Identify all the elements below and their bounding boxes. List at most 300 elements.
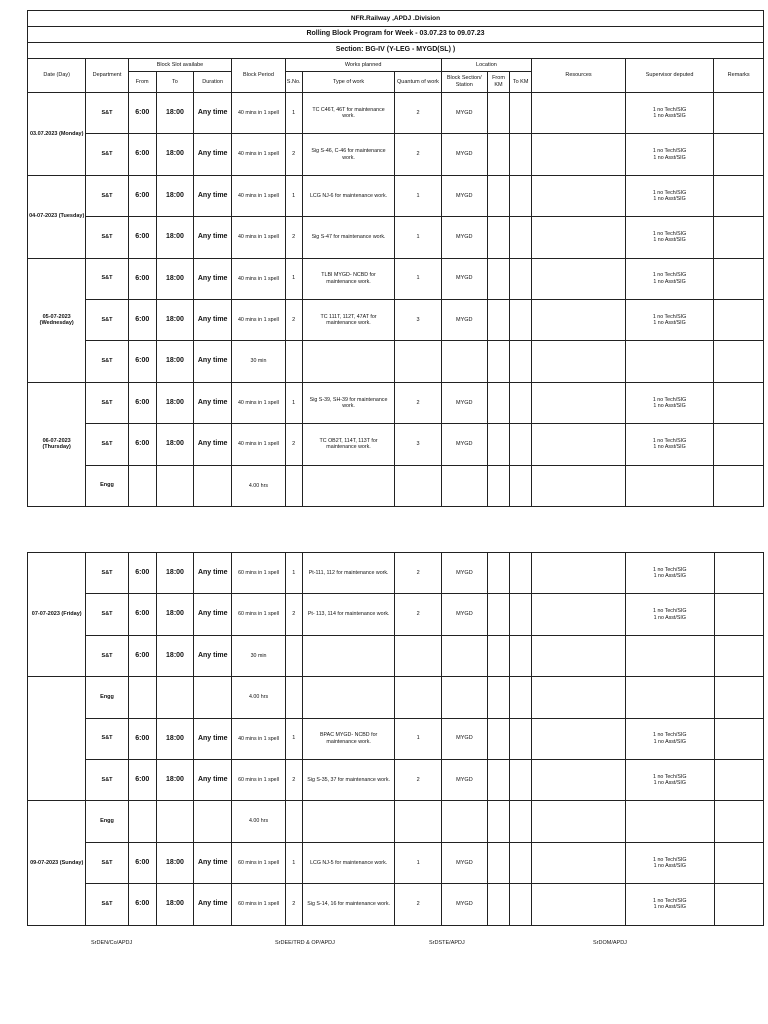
supervisor-line: 1 no Asst/SIG <box>653 237 686 244</box>
to-km-cell <box>510 175 532 216</box>
department-cell: S&T <box>86 553 128 594</box>
block-period-cell: 30 min <box>232 341 285 382</box>
department-cell: S&T <box>86 424 128 465</box>
duration-cell: Any time <box>194 718 232 759</box>
remarks-cell <box>714 594 763 635</box>
date-cell: 05-07-2023 (Wednesday) <box>28 258 86 382</box>
table-row <box>28 134 764 175</box>
col-supervisor: Supervisor deputed <box>625 59 714 93</box>
from-km-cell <box>487 341 509 382</box>
col-sno: S.No. <box>285 72 302 93</box>
supervisor-line: 1 no Asst/SIG <box>653 614 686 621</box>
department-cell: S&T <box>86 341 128 382</box>
remarks-cell <box>714 93 764 134</box>
from-time-cell: 6:00 <box>128 299 156 340</box>
from-time-cell: 6:00 <box>128 258 156 299</box>
supervisor-line: 1 no Asst/SIG <box>653 904 686 911</box>
supervisor-line: 1 no Asst/SIG <box>653 154 686 161</box>
department-cell: Engg <box>86 465 128 506</box>
duration-cell: Any time <box>194 93 232 134</box>
to-time-cell: 18:00 <box>156 553 193 594</box>
supervisor-line: 1 no Asst/SIG <box>653 862 686 869</box>
from-km-cell <box>488 884 510 925</box>
table-row <box>28 424 764 465</box>
col-to-km: To KM <box>510 72 532 93</box>
remarks-cell <box>714 635 763 676</box>
from-time-cell: 6:00 <box>128 93 156 134</box>
from-km-cell <box>487 465 509 506</box>
block-section-cell: MYGD <box>441 93 487 134</box>
supervisor-line: 1 no Asst/SIG <box>653 444 686 451</box>
quantum-cell <box>395 635 441 676</box>
table-row <box>28 801 764 842</box>
from-time-cell: 6:00 <box>128 341 156 382</box>
duration-cell: Any time <box>194 341 232 382</box>
supervisor-line: 1 no Asst/SIG <box>653 113 686 120</box>
quantum-cell: 2 <box>395 594 441 635</box>
to-time-cell <box>156 677 193 718</box>
to-km-cell <box>510 594 532 635</box>
date-cell <box>28 677 86 801</box>
from-time-cell: 6:00 <box>128 594 156 635</box>
serial-number-cell: 2 <box>285 759 302 800</box>
signatory-sdee: SrDEE/TRD & OP/APDJ <box>275 940 335 946</box>
supervisor-cell <box>625 801 714 842</box>
remarks-cell <box>714 424 764 465</box>
supervisor-cell <box>625 465 714 506</box>
supervisor-cell <box>625 594 714 635</box>
to-time-cell: 18:00 <box>156 424 193 465</box>
to-km-cell <box>510 884 532 925</box>
block-period-cell: 30 min <box>232 635 285 676</box>
type-of-work-cell: BPAC MYGD- NCBD for maintenance work. <box>302 718 395 759</box>
from-km-cell <box>487 93 509 134</box>
duration-cell: Any time <box>194 299 232 340</box>
department-cell: S&T <box>86 759 128 800</box>
to-time-cell: 18:00 <box>156 594 193 635</box>
table-row <box>28 217 764 258</box>
type-of-work-cell: Sig S-47 for maintenance work. <box>302 217 395 258</box>
serial-number-cell: 1 <box>285 382 302 423</box>
supervisor-cell <box>625 217 714 258</box>
serial-number-cell: 1 <box>285 258 302 299</box>
block-period-cell: 40 mins in 1 spell <box>232 299 285 340</box>
resources-cell <box>532 217 626 258</box>
table-row <box>28 299 764 340</box>
supervisor-line: 1 no Tech/SIG <box>653 773 687 780</box>
table-row <box>28 93 764 134</box>
serial-number-cell: 2 <box>285 424 302 465</box>
department-cell: S&T <box>86 93 128 134</box>
supervisor-cell <box>625 759 714 800</box>
resources-cell <box>532 842 626 883</box>
block-section-cell <box>441 635 487 676</box>
from-km-cell <box>487 299 509 340</box>
duration-cell: Any time <box>194 884 232 925</box>
serial-number-cell <box>285 635 302 676</box>
resources-cell <box>532 465 626 506</box>
block-section-cell: MYGD <box>441 134 487 175</box>
block-section-cell: MYGD <box>441 718 487 759</box>
department-cell: Engg <box>86 801 128 842</box>
supervisor-cell <box>625 635 714 676</box>
supervisor-line: 1 no Asst/SIG <box>653 195 686 202</box>
resources-cell <box>532 299 626 340</box>
department-cell: S&T <box>86 175 128 216</box>
signatory-sden: SrDEN/Co/APDJ <box>91 940 133 946</box>
quantum-cell: 1 <box>395 258 441 299</box>
serial-number-cell: 1 <box>285 718 302 759</box>
quantum-cell: 2 <box>395 553 441 594</box>
department-cell: S&T <box>86 258 128 299</box>
block-section-cell: MYGD <box>441 594 487 635</box>
to-km-cell <box>510 93 532 134</box>
remarks-cell <box>714 465 764 506</box>
block-section-cell: MYGD <box>441 382 487 423</box>
col-block-slot: Block Slot availabe <box>128 59 232 72</box>
from-km-cell <box>488 677 510 718</box>
remarks-cell <box>714 217 764 258</box>
from-time-cell: 6:00 <box>128 884 156 925</box>
type-of-work-cell: TC 111T, 112T, 47AT for maintenance work. <box>302 299 395 340</box>
supervisor-line: 1 no Asst/SIG <box>653 402 686 409</box>
date-cell: 09-07-2023 (Sunday) <box>28 801 86 925</box>
resources-cell <box>532 677 626 718</box>
resources-cell <box>532 341 626 382</box>
type-of-work-cell: Sig S-39, SH-39 for maintenance work. <box>302 382 395 423</box>
from-time-cell <box>128 465 156 506</box>
quantum-cell <box>395 465 441 506</box>
type-of-work-cell: TC OB2T, 114T, 113T for maintenance work. <box>302 424 395 465</box>
block-period-cell: 60 mins in 1 spell <box>232 553 285 594</box>
from-km-cell <box>487 134 509 175</box>
table-row <box>28 718 764 759</box>
remarks-cell <box>714 842 763 883</box>
department-cell: S&T <box>86 134 128 175</box>
supervisor-cell <box>625 677 714 718</box>
serial-number-cell <box>285 677 302 718</box>
table-row <box>28 553 764 594</box>
block-program-table <box>27 10 764 507</box>
department-cell: S&T <box>86 299 128 340</box>
table-row <box>28 465 764 506</box>
quantum-cell: 3 <box>395 424 441 465</box>
program-title: Rolling Block Program for Week - 03.07.23 to 09.07.23 <box>28 27 764 43</box>
from-time-cell <box>128 677 156 718</box>
from-time-cell: 6:00 <box>128 217 156 258</box>
type-of-work-cell: Sig S-14, 16 for maintenance work. <box>302 884 395 925</box>
quantum-cell: 2 <box>395 134 441 175</box>
to-time-cell: 18:00 <box>156 134 193 175</box>
to-km-cell <box>510 801 532 842</box>
department-cell: S&T <box>86 635 128 676</box>
block-section-cell <box>441 465 487 506</box>
serial-number-cell: 2 <box>285 217 302 258</box>
to-km-cell <box>510 217 532 258</box>
type-of-work-cell: LCG NJ-6 for maintenance work. <box>302 175 395 216</box>
quantum-cell: 1 <box>395 842 441 883</box>
col-from: From <box>128 72 156 93</box>
supervisor-line: 1 no Tech/SIG <box>652 396 687 403</box>
remarks-cell <box>714 134 764 175</box>
from-km-cell <box>488 759 510 800</box>
from-km-cell <box>488 635 510 676</box>
supervisor-line: 1 no Tech/SIG <box>652 106 687 113</box>
org-title: NFR.Railway ,APDJ .Division <box>28 11 764 27</box>
to-time-cell: 18:00 <box>156 341 193 382</box>
quantum-cell <box>395 677 441 718</box>
to-time-cell: 18:00 <box>156 93 193 134</box>
from-time-cell: 6:00 <box>128 175 156 216</box>
resources-cell <box>532 93 626 134</box>
resources-cell <box>532 175 626 216</box>
department-cell: S&T <box>86 382 128 423</box>
resources-cell <box>532 594 626 635</box>
supervisor-cell <box>625 175 714 216</box>
remarks-cell <box>714 759 763 800</box>
table-row <box>28 175 764 216</box>
block-period-cell: 40 mins in 1 spell <box>232 424 285 465</box>
block-period-cell: 40 mins in 1 spell <box>232 217 285 258</box>
serial-number-cell: 2 <box>285 594 302 635</box>
department-cell: S&T <box>86 842 128 883</box>
date-cell: 03.07.2023 (Monday) <box>28 93 86 176</box>
to-km-cell <box>510 299 532 340</box>
type-of-work-cell <box>302 465 395 506</box>
resources-cell <box>532 382 626 423</box>
to-time-cell: 18:00 <box>156 175 193 216</box>
serial-number-cell: 2 <box>285 299 302 340</box>
quantum-cell: 1 <box>395 718 441 759</box>
type-of-work-cell: Sig S-35, 37 for maintenance work. <box>302 759 395 800</box>
serial-number-cell: 1 <box>285 553 302 594</box>
block-section-cell: MYGD <box>441 759 487 800</box>
block-section-cell: MYGD <box>441 884 487 925</box>
supervisor-line: 1 no Asst/SIG <box>653 573 686 580</box>
date-cell: 06-07-2023 (Thursday) <box>28 382 86 506</box>
remarks-cell <box>714 677 763 718</box>
supervisor-line: 1 no Tech/SIG <box>653 566 687 573</box>
supervisor-line: 1 no Tech/SIG <box>652 437 687 444</box>
from-km-cell <box>488 842 510 883</box>
department-cell: S&T <box>86 884 128 925</box>
duration-cell: Any time <box>194 424 232 465</box>
signatory-sdom: SrDOM/APDJ <box>593 940 627 946</box>
supervisor-line: 1 no Tech/SIG <box>653 732 687 739</box>
col-block-section: Block Section/ Station <box>441 72 487 93</box>
from-time-cell: 6:00 <box>128 134 156 175</box>
block-period-cell: 60 mins in 1 spell <box>232 884 285 925</box>
block-period-cell: 40 mins in 1 spell <box>232 258 285 299</box>
from-time-cell: 6:00 <box>128 718 156 759</box>
section-title: Section: BG-IV (Y-LEG - MYGD(SL) ) <box>28 43 764 59</box>
col-works-planned: Works planned <box>285 59 441 72</box>
resources-cell <box>532 424 626 465</box>
serial-number-cell: 1 <box>285 842 302 883</box>
block-section-cell: MYGD <box>441 842 487 883</box>
supervisor-line: 1 no Asst/SIG <box>653 320 686 327</box>
supervisor-line: 1 no Tech/SIG <box>653 856 687 863</box>
from-time-cell <box>128 801 156 842</box>
type-of-work-cell <box>302 677 395 718</box>
type-of-work-cell: LCG NJ-5 for maintenance work. <box>302 842 395 883</box>
supervisor-line: 1 no Tech/SIG <box>652 148 687 155</box>
remarks-cell <box>714 258 764 299</box>
duration-cell <box>194 677 232 718</box>
supervisor-line: 1 no Tech/SIG <box>652 189 687 196</box>
block-period-cell: 4.00 hrs <box>232 677 285 718</box>
to-km-cell <box>510 424 532 465</box>
from-km-cell <box>488 718 510 759</box>
block-section-cell <box>441 341 487 382</box>
block-period-cell: 4.00 hrs <box>232 801 285 842</box>
col-from-km: From KM <box>487 72 509 93</box>
date-cell: 07-07-2023 (Friday) <box>28 553 86 677</box>
supervisor-line: 1 no Asst/SIG <box>653 780 686 787</box>
from-time-cell: 6:00 <box>128 842 156 883</box>
from-time-cell: 6:00 <box>128 759 156 800</box>
signature-footer <box>27 940 764 950</box>
block-period-cell: 40 mins in 1 spell <box>232 382 285 423</box>
col-duration: Duration <box>194 72 232 93</box>
supervisor-line: 1 no Tech/SIG <box>653 897 687 904</box>
col-resources: Resources <box>532 59 626 93</box>
from-km-cell <box>487 382 509 423</box>
type-of-work-cell: Pt- 113, 114 for maintenance work. <box>302 594 395 635</box>
from-km-cell <box>487 258 509 299</box>
to-time-cell: 18:00 <box>156 299 193 340</box>
to-time-cell: 18:00 <box>156 884 193 925</box>
type-of-work-cell: Sig S-46, C-46 for maintenance work. <box>302 134 395 175</box>
duration-cell: Any time <box>194 258 232 299</box>
to-time-cell: 18:00 <box>156 718 193 759</box>
resources-cell <box>532 258 626 299</box>
quantum-cell: 1 <box>395 175 441 216</box>
signatory-sdste: SrDSTE/APDJ <box>429 940 465 946</box>
remarks-cell <box>714 801 763 842</box>
block-period-cell: 60 mins in 1 spell <box>232 759 285 800</box>
supervisor-line: 1 no Asst/SIG <box>653 738 686 745</box>
block-period-cell: 40 mins in 1 spell <box>232 134 285 175</box>
supervisor-cell <box>625 718 714 759</box>
table-row <box>28 382 764 423</box>
to-time-cell: 18:00 <box>156 842 193 883</box>
to-km-cell <box>510 134 532 175</box>
supervisor-cell <box>625 424 714 465</box>
to-km-cell <box>510 718 532 759</box>
duration-cell: Any time <box>194 594 232 635</box>
resources-cell <box>532 134 626 175</box>
resources-cell <box>532 759 626 800</box>
supervisor-line: 1 no Tech/SIG <box>652 313 687 320</box>
to-time-cell: 18:00 <box>156 635 193 676</box>
from-km-cell <box>488 553 510 594</box>
supervisor-cell <box>625 382 714 423</box>
to-km-cell <box>510 465 532 506</box>
to-time-cell: 18:00 <box>156 382 193 423</box>
department-cell: Engg <box>86 677 128 718</box>
to-time-cell: 18:00 <box>156 759 193 800</box>
quantum-cell: 1 <box>395 217 441 258</box>
to-km-cell <box>510 553 532 594</box>
to-time-cell <box>156 465 193 506</box>
to-km-cell <box>510 677 532 718</box>
block-section-cell: MYGD <box>441 553 487 594</box>
to-time-cell: 18:00 <box>156 258 193 299</box>
supervisor-cell <box>625 553 714 594</box>
department-cell: S&T <box>86 718 128 759</box>
table-row <box>28 258 764 299</box>
to-km-cell <box>510 382 532 423</box>
block-section-cell: MYGD <box>441 258 487 299</box>
block-period-cell: 40 mins in 1 spell <box>232 175 285 216</box>
duration-cell: Any time <box>194 635 232 676</box>
table-row <box>28 677 764 718</box>
from-time-cell: 6:00 <box>128 424 156 465</box>
remarks-cell <box>714 175 764 216</box>
block-section-cell <box>441 677 487 718</box>
block-section-cell <box>441 801 487 842</box>
table-row <box>28 759 764 800</box>
serial-number-cell: 2 <box>285 134 302 175</box>
supervisor-line: 1 no Tech/SIG <box>652 272 687 279</box>
col-to: To <box>156 72 193 93</box>
serial-number-cell <box>285 341 302 382</box>
quantum-cell: 2 <box>395 382 441 423</box>
col-department: Department <box>86 59 128 93</box>
block-period-cell: 40 mins in 1 spell <box>232 93 285 134</box>
remarks-cell <box>714 718 763 759</box>
to-km-cell <box>510 759 532 800</box>
duration-cell: Any time <box>194 382 232 423</box>
col-date: Date (Day) <box>28 59 86 93</box>
quantum-cell: 2 <box>395 759 441 800</box>
from-time-cell: 6:00 <box>128 635 156 676</box>
block-section-cell: MYGD <box>441 175 487 216</box>
col-type-of-work: Type of work <box>302 72 395 93</box>
serial-number-cell: 1 <box>285 175 302 216</box>
supervisor-cell <box>625 93 714 134</box>
duration-cell: Any time <box>194 553 232 594</box>
quantum-cell <box>395 801 441 842</box>
table-row <box>28 594 764 635</box>
block-period-cell: 60 mins in 1 spell <box>232 594 285 635</box>
resources-cell <box>532 718 626 759</box>
quantum-cell: 2 <box>395 93 441 134</box>
duration-cell <box>194 801 232 842</box>
serial-number-cell <box>285 465 302 506</box>
remarks-cell <box>714 299 764 340</box>
department-cell: S&T <box>86 594 128 635</box>
type-of-work-cell: TC C46T, 46T for maintenance work. <box>302 93 395 134</box>
from-time-cell: 6:00 <box>128 382 156 423</box>
supervisor-cell <box>625 299 714 340</box>
remarks-cell <box>714 553 763 594</box>
serial-number-cell: 2 <box>285 884 302 925</box>
quantum-cell <box>395 341 441 382</box>
resources-cell <box>532 884 626 925</box>
serial-number-cell: 1 <box>285 93 302 134</box>
resources-cell <box>532 635 626 676</box>
to-time-cell <box>156 801 193 842</box>
supervisor-cell <box>625 134 714 175</box>
supervisor-cell <box>625 884 714 925</box>
type-of-work-cell: TLBI MYGD- NCBD for maintenance work. <box>302 258 395 299</box>
from-km-cell <box>487 424 509 465</box>
type-of-work-cell: Pt-111, 112 for maintenance work. <box>302 553 395 594</box>
from-km-cell <box>487 175 509 216</box>
table-row <box>28 842 764 883</box>
